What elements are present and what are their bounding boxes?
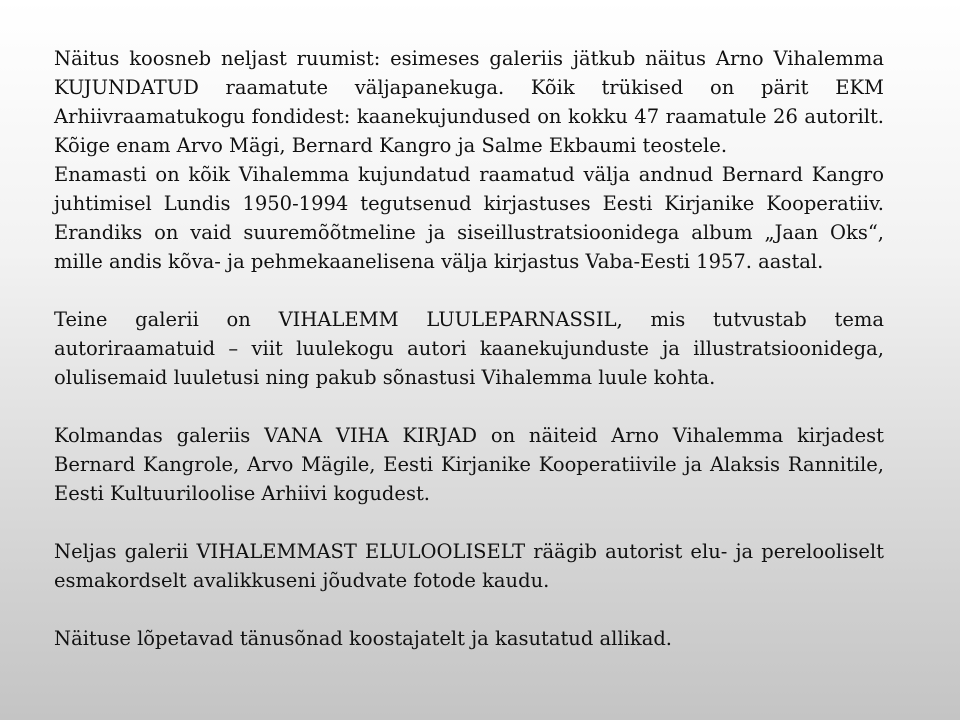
- slide-text-body: [54, 44, 884, 653]
- paragraph-first-gallery: Näitus koosneb neljast ruumist: esimeses galeriis jätkub näitus Arno Vihalemma KUJUNDATUD raamatute väljapanekuga. Kõik trükised on pärit EKM Arhiivraamatukogu fondidest: kaanekujundused on kokku 47 raamatule 26 autorilt. Kõige enam Arvo Mägi, Bernard Kangro ja Salme Ekbaumi teostele.: [54, 47, 884, 157]
- paragraph-closing: Näituse lõpetavad tänusõnad koostajatelt ja kasutatud allikad.: [54, 627, 673, 650]
- paragraph-second-gallery: Teine galerii on VIHALEMM LUULEPARNASSIL, mis tutvustab tema autoriraamatuid – viit luulekogu autori kaanekujunduste ja illustratsioonidega, olulisemaid luuletusi ning pakub sõnastusi Vihalemma luule kohta.: [54, 308, 884, 389]
- paragraph-fourth-gallery: Neljas galerii VIHALEMMAST ELULOOLISELT räägib autorist elu- ja perelooliselt esmakordselt avalikkuseni jõudvate fotode kaudu.: [54, 540, 884, 592]
- paragraph-third-gallery: Kolmandas galeriis VANA VIHA KIRJAD on näiteid Arno Vihalemma kirjadest Bernard Kangrole, Arvo Mägile, Eesti Kirjanike Kooperatiivile ja Alaksis Rannitile, Eesti Kultuuriloolise Arhiivi kogudest.: [54, 424, 884, 505]
- paragraph-publisher-info: Enamasti on kõik Vihalemma kujundatud raamatud välja andnud Bernard Kangro juhtimisel Lundis 1950-1994 tegutsenud kirjastuses Eesti Kirjanike Kooperatiiv. Erandiks on vaid suuremõõtmeline ja siseillustratsioonidega album „Jaan Oks“, mille andis kõva- ja pehmekaanelisena välja kirjastus Vaba-Eesti 1957. aastal.: [54, 163, 884, 273]
